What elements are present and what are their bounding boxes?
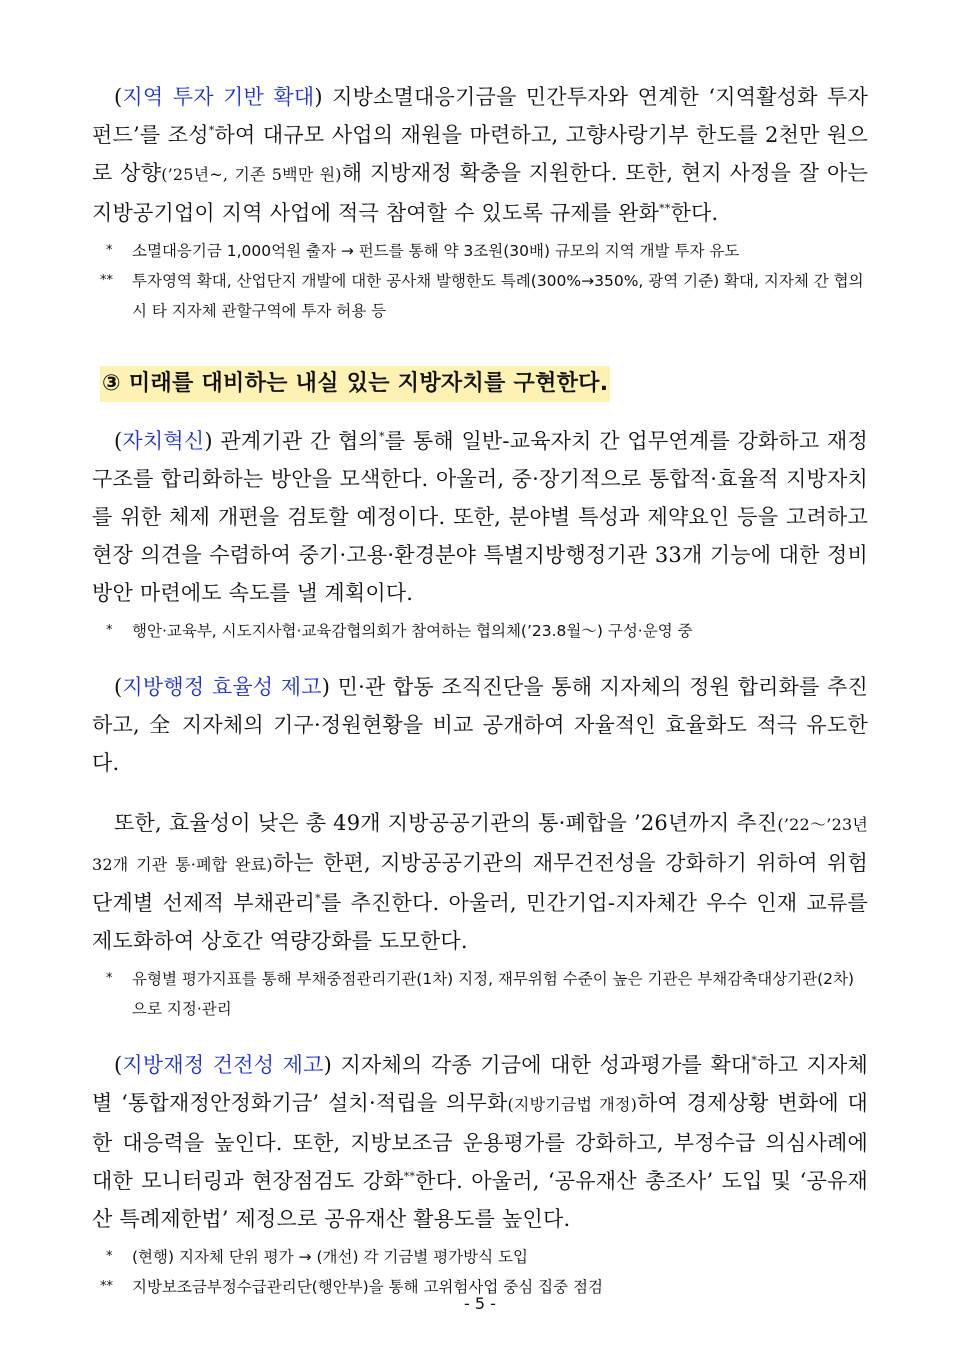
footnotes-autonomy-innovation — [92, 616, 868, 646]
section-heading: ③ 미래를 대비하는 내실 있는 지방자치를 구현한다. — [100, 366, 610, 402]
footnotes-public-institutions — [92, 964, 868, 1024]
footnote-mark: * — [315, 892, 321, 905]
footnote-mark: ** — [659, 202, 671, 215]
footnotes-fiscal-soundness — [92, 1242, 868, 1302]
keyword-fiscal-soundness: 지방재정 건전성 제고 — [122, 1053, 324, 1077]
keyword-autonomy-innovation: 자치혁신 — [122, 429, 205, 453]
document-page — [92, 78, 868, 1302]
footnote: * (현행) 지자체 단위 평가 → (개선) 각 기금별 평가방식 도입 — [106, 1248, 528, 1266]
paragraph-public-institutions: 또한, 효율성이 낮은 총 49개 지방공공기관의 통·폐합을 ’26년까지 추진(’22～’23년 32개 기관 통·폐합 완료)하는 한편, 지방공공기관의 재무건전성을 강화하기 위하여 위험 단계별 선제적 부채관리*를 추진한다. 아울러, 민간기업-지자체간 우수 인재 교류를 제도화하여 상호간 역량강화를 도모한다. — [92, 811, 869, 953]
keyword-regional-investment: 지역 투자 기반 확대 — [122, 85, 315, 109]
footnote: ** 투자영역 확대, 산업단지 개발에 대한 공사채 발행한도 특례(300%→350%, 광역 기준) 확대, 지자체 간 협의 시 타 지자체 관할구역에 투자 허용 등 — [100, 272, 864, 320]
paragraph-autonomy-innovation: (자치혁신) 관계기관 간 협의*를 통해 일반-교육자치 간 업무연계를 강화하고 재정구조를 합리화하는 방안을 모색한다. 아울러, 중·장기적으로 통합적·효율적 지방자치를 위한 체제 개편을 검토할 예정이다. 또한, 분야별 특성과 제약요인 등을 고려하고 현장 의견을 수렴하여 중기·고용·환경분야 특별지방행정기관 33개 기능에 대한 정비방안 마련에도 속도를 낼 계획이다. — [92, 429, 868, 605]
footnote: * 소멸대응기금 1,000억원 출자 → 펀드를 통해 약 3조원(30배) 규모의 지역 개발 투자 유도 — [106, 242, 740, 260]
footnote-mark: ** — [403, 1170, 416, 1183]
footnote-mark: * — [208, 124, 215, 137]
footnote: * 행안·교육부, 시도지사협·교육감협의회가 참여하는 협의체(’23.8월～) 구성·운영 중 — [106, 622, 693, 640]
paragraph-regional-investment: (지역 투자 기반 확대) 지방소멸대응기금을 민간투자와 연계한 ‘지역활성화 투자펀드’를 조성*하여 대규모 사업의 재원을 마련하고, 고향사랑기부 한도를 2천만 원으로 상향(’25년~, 기존 5백만 원)해 지방재정 확충을 지원한다. 또한, 현지 사정을 잘 아는 지방공기업이 지역 사업에 적극 참여할 수 있도록 규제를 완화**한다. — [92, 85, 869, 225]
footnote-mark: * — [379, 430, 385, 443]
page-number: - 5 - — [464, 1294, 496, 1313]
footnote-mark: * — [751, 1054, 758, 1067]
paragraph-admin-efficiency: (지방행정 효율성 제고) 민·관 합동 조직진단을 통해 지자체의 정원 합리화를 추진하고, 全 지자체의 기구·정원현황을 비교 공개하여 자율적인 효율화도 적극 유도한다. — [92, 675, 868, 775]
footnote: ** 지방보조금부정수급관리단(행안부)을 통해 고위험사업 중심 집중 점검 — [100, 1278, 603, 1296]
footnote: * 유형별 평가지표를 통해 부채중점관리기관(1차) 지정, 재무위험 수준이 높은 기관은 부채감축대상기관(2차)으로 지정·관리 — [106, 970, 855, 1018]
paragraph-fiscal-soundness: (지방재정 건전성 제고) 지자체의 각종 기금에 대한 성과평가를 확대*하고 지자체별 ‘통합재정안정화기금’ 설치·적립을 의무화(지방기금법 개정)하여 경제상황 변화에 대한 대응력을 높인다. 또한, 지방보조금 운용평가를 강화하고, 부정수급 의심사례에 대한 모니터링과 현장점검도 강화**한다. 아울러, ‘공유재산 총조사’ 도입 및 ‘공유재산 특례제한법’ 제정으로 공유재산 활용도를 높인다. — [92, 1053, 869, 1231]
keyword-admin-efficiency: 지방행정 효율성 제고 — [122, 675, 322, 699]
footnotes-regional-investment — [92, 236, 868, 326]
section-heading-wrap — [100, 366, 868, 402]
